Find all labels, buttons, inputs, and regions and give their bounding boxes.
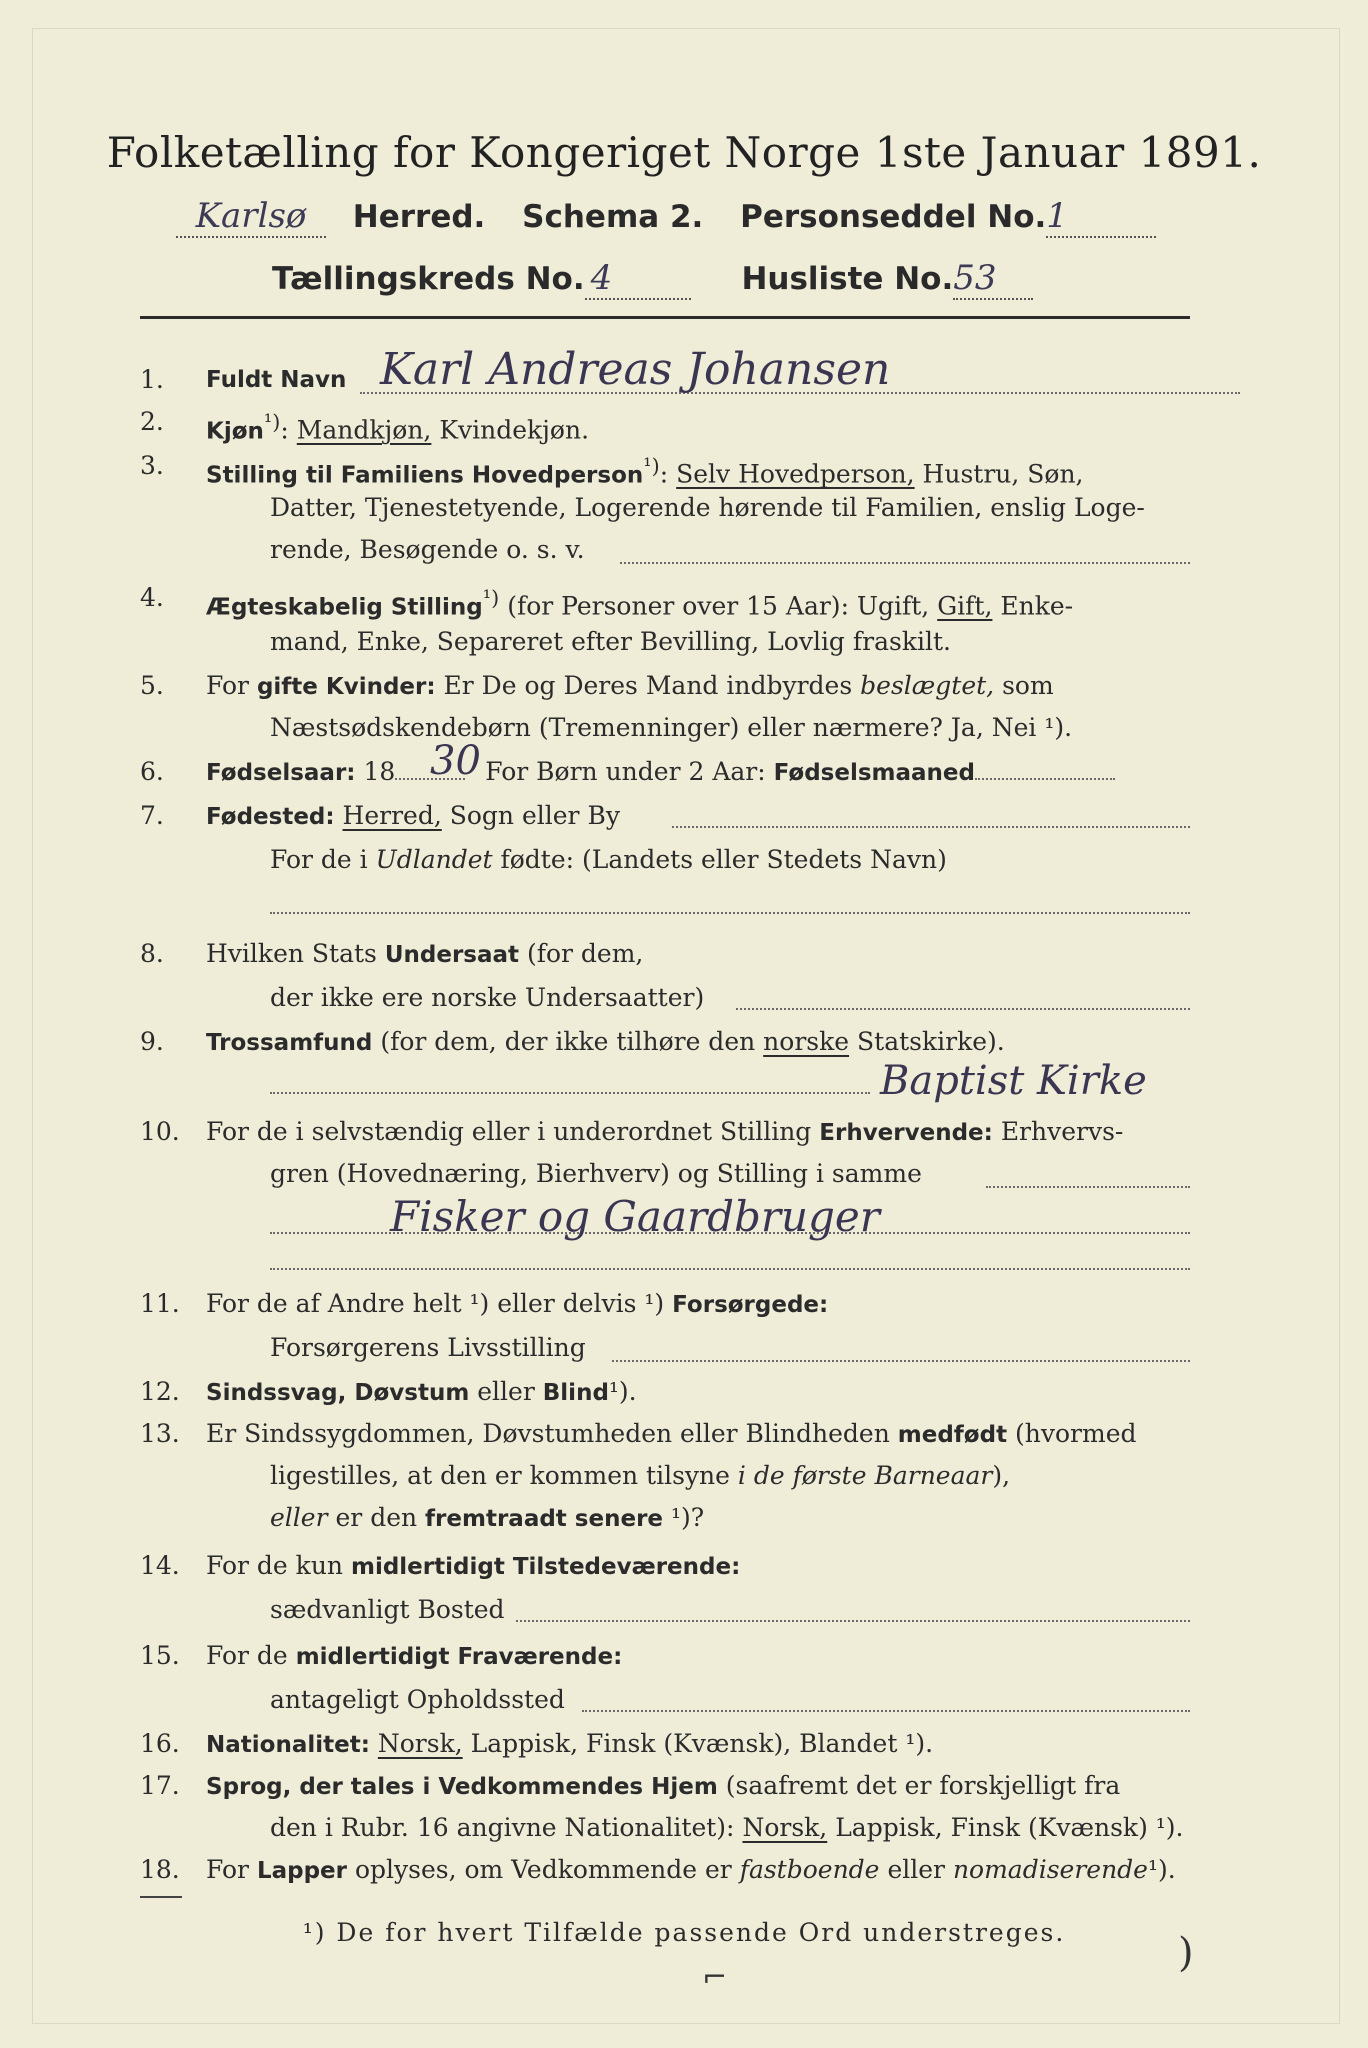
sex-option-female: Kvindekjøn.	[439, 415, 590, 445]
item-number: 2.	[140, 407, 164, 436]
religion-label: Trossamfund	[206, 1030, 373, 1056]
sami-label: Lapper	[256, 1858, 347, 1884]
text: For de af Andre helt ¹) eller delvis ¹)	[206, 1289, 665, 1318]
footnote: ¹) De for hvert Tilfælde passende Ord understreges.	[302, 1918, 1066, 1947]
husliste-label: Husliste No.	[741, 261, 954, 297]
header-rule	[140, 316, 1190, 319]
text-italic: nomadiserende	[952, 1855, 1148, 1884]
text: (for dem, der ikke tilhøre den	[380, 1027, 756, 1056]
text: eller	[887, 1855, 945, 1884]
text: som	[1002, 671, 1054, 700]
schema-label: Schema 2.	[522, 199, 704, 235]
marital-text: (for Personer over 15 Aar): Ugift,	[507, 591, 930, 621]
text: For de kun	[206, 1551, 344, 1580]
footnote-ref: ¹)	[482, 586, 500, 610]
nationality-option-norwegian: Norsk,	[377, 1729, 463, 1758]
footnote-ref: ¹)	[263, 410, 281, 434]
item-number: 5.	[140, 671, 164, 700]
text: Er Sindssygdommen, Døvstumheden eller Blindheden	[206, 1419, 890, 1448]
kreds-value: 4	[585, 258, 691, 300]
kreds-line	[272, 258, 1033, 300]
birth-year-prefix: 18	[363, 757, 396, 786]
item-number: 4.	[140, 583, 164, 612]
footnote-ref: ¹)	[643, 454, 660, 478]
dotted-fill	[270, 912, 1190, 914]
text: ¹).	[608, 1377, 637, 1406]
text: Sogn eller By	[449, 801, 620, 830]
text: ¹)?	[670, 1503, 705, 1532]
text: ligestilles, at den er kommen tilsyne	[270, 1461, 730, 1490]
text: antageligt Opholdssted	[270, 1685, 565, 1714]
text: (saafremt det er forskjelligt fra	[725, 1771, 1121, 1800]
item-number: 15.	[140, 1641, 180, 1670]
husliste-value: 53	[953, 258, 1033, 300]
item-number: 7.	[140, 801, 164, 830]
short-rule	[140, 1896, 182, 1898]
temporary-absent-label: midlertidigt Fraværende:	[295, 1644, 623, 1670]
dotted-fill	[270, 1092, 870, 1094]
text: Statskirke).	[857, 1027, 1005, 1056]
text: den i Rubr. 16 angivne Nationalitet):	[270, 1813, 735, 1842]
item-number: 8.	[140, 939, 164, 968]
position-options-3: rende, Besøgende o. s. v.	[270, 535, 585, 564]
personseddel-label: Personseddel No.	[740, 199, 1047, 235]
household-position-label: Stilling til Familiens Hovedperson	[206, 462, 644, 489]
text: For	[206, 1855, 249, 1884]
full-name-label: Fuldt Navn	[206, 367, 347, 393]
text: er den	[335, 1503, 418, 1532]
dotted-fill	[672, 826, 1190, 828]
item-number: 17.	[140, 1771, 180, 1800]
dotted-fill	[986, 1186, 1190, 1188]
full-name-answer: Karl Andreas Johansen	[380, 344, 891, 395]
herred-value: Karlsø	[176, 196, 326, 238]
birth-year-label: Fødselsaar:	[206, 760, 356, 786]
item-number: 13.	[140, 1419, 180, 1448]
birth-year-answer: 30	[430, 738, 481, 784]
item-number: 14.	[140, 1551, 180, 1580]
sex-label: Kjøn	[206, 418, 264, 445]
married-women-label: gifte Kvinder:	[256, 674, 436, 700]
text: For de i selvstændig eller i underordnet Stilling	[206, 1117, 812, 1146]
colon: :	[659, 459, 669, 489]
marital-option-married: Gift,	[937, 591, 993, 621]
text: ¹).	[1147, 1855, 1176, 1884]
religion-answer: Baptist Kirke	[880, 1058, 1147, 1104]
item-number: 12.	[140, 1377, 180, 1406]
language-label: Sprog, der tales i Vedkommendes Hjem	[206, 1774, 718, 1800]
birth-month-label: Fødselsmaaned	[773, 760, 975, 786]
text-italic: beslægtet,	[860, 671, 995, 700]
item-number: 10.	[140, 1117, 180, 1146]
sex-option-male: Mandkjøn,	[296, 415, 432, 445]
text: oplyses, om Vedkommende er	[354, 1855, 732, 1884]
position-options-2: Datter, Tjenestetyende, Logerende hørende til Familien, enslig Loge-	[270, 493, 1145, 522]
text: (for dem,	[526, 939, 644, 968]
text: Er De og Deres Mand indbyrdes	[443, 671, 853, 700]
dotted-fill	[612, 1360, 1190, 1362]
marital-options-2: mand, Enke, Separeret efter Bevilling, Lovlig fraskilt.	[270, 627, 951, 656]
tick-mark: ⌐	[702, 1960, 728, 1995]
blind-label: Blind	[542, 1380, 609, 1406]
text: gren (Hovednæring, Bierhverv) og Stilling i samme	[270, 1159, 922, 1188]
birthplace-label: Fødested:	[206, 804, 335, 830]
marital-status-label: Ægteskabelig Stilling	[206, 594, 483, 621]
text-italic: Udlandet	[375, 845, 493, 874]
colon: :	[280, 415, 289, 445]
dotted-fill	[270, 1268, 1190, 1270]
text: For	[206, 671, 249, 700]
subject-label: Undersaat	[384, 942, 520, 968]
item-number: 11.	[140, 1289, 180, 1318]
nationality-label: Nationalitet:	[206, 1732, 370, 1758]
item-number: 3.	[140, 451, 164, 480]
disability-label: Sindssvag, Døvstum	[206, 1380, 470, 1406]
dotted-fill	[736, 1008, 1190, 1010]
personseddel-value: 1	[1046, 196, 1156, 238]
item-number: 9.	[140, 1027, 164, 1056]
language-option-norwegian: Norsk,	[742, 1813, 828, 1842]
congenital-label: medfødt	[897, 1422, 1008, 1448]
text-italic: i de første Barneaar	[737, 1461, 993, 1490]
form-title: Folketælling for Kongeriget Norge 1ste Januar 1891.	[106, 128, 1262, 177]
text: sædvanligt Bosted	[270, 1595, 505, 1624]
dotted-fill	[582, 1710, 1190, 1712]
text: ),	[992, 1461, 1011, 1490]
dependents-label: Forsørgede:	[672, 1292, 829, 1318]
marital-text-end: Enke-	[1000, 591, 1074, 621]
text: For Børn under 2 Aar:	[485, 757, 766, 786]
later-onset-label: fremtraadt senere	[425, 1506, 664, 1532]
occupation-answer: Fisker og Gaardbruger	[390, 1192, 880, 1241]
text: Forsørgerens Livsstilling	[270, 1333, 586, 1362]
text: For de	[206, 1641, 288, 1670]
religion-option-norwegian: norske	[763, 1027, 850, 1056]
item-number: 1.	[140, 365, 164, 394]
occupation-label: Erhvervende:	[819, 1120, 993, 1146]
item-number: 18.	[140, 1855, 180, 1884]
text: der ikke ere norske Undersaatter)	[270, 983, 705, 1012]
text: Erhvervs-	[1000, 1117, 1124, 1146]
birthplace-option-herred: Herred,	[342, 801, 442, 830]
text: Lappisk, Finsk (Kvænsk), Blandet ¹).	[470, 1729, 934, 1758]
herred-line	[176, 196, 1156, 238]
text: fødte: (Landets eller Stedets Navn)	[500, 845, 947, 874]
position-option-head: Selv Hovedperson,	[676, 459, 915, 489]
temporary-present-label: midlertidigt Tilstedeværende:	[350, 1554, 741, 1580]
text-italic: fastboende	[739, 1855, 880, 1884]
item-number: 16.	[140, 1729, 180, 1758]
dotted-fill	[620, 562, 1190, 564]
item-number: 6.	[140, 757, 164, 786]
text: For de i	[270, 845, 368, 874]
dotted-fill	[516, 1620, 1190, 1622]
text: Lappisk, Finsk (Kvænsk) ¹).	[835, 1813, 1184, 1842]
text-italic: eller	[270, 1503, 328, 1532]
text: (hvormed	[1015, 1419, 1137, 1448]
text: eller	[477, 1377, 535, 1406]
kreds-label: Tællingskreds No.	[272, 261, 585, 297]
text: Hvilken Stats	[206, 939, 377, 968]
position-options: Hustru, Søn,	[922, 459, 1084, 489]
kinship-question: Næstsødskendebørn (Tremenninger) eller nærmere? Ja, Nei ¹).	[270, 713, 1073, 742]
closing-bracket-mark: )	[1178, 1930, 1194, 1976]
herred-label: Herred.	[352, 199, 486, 235]
